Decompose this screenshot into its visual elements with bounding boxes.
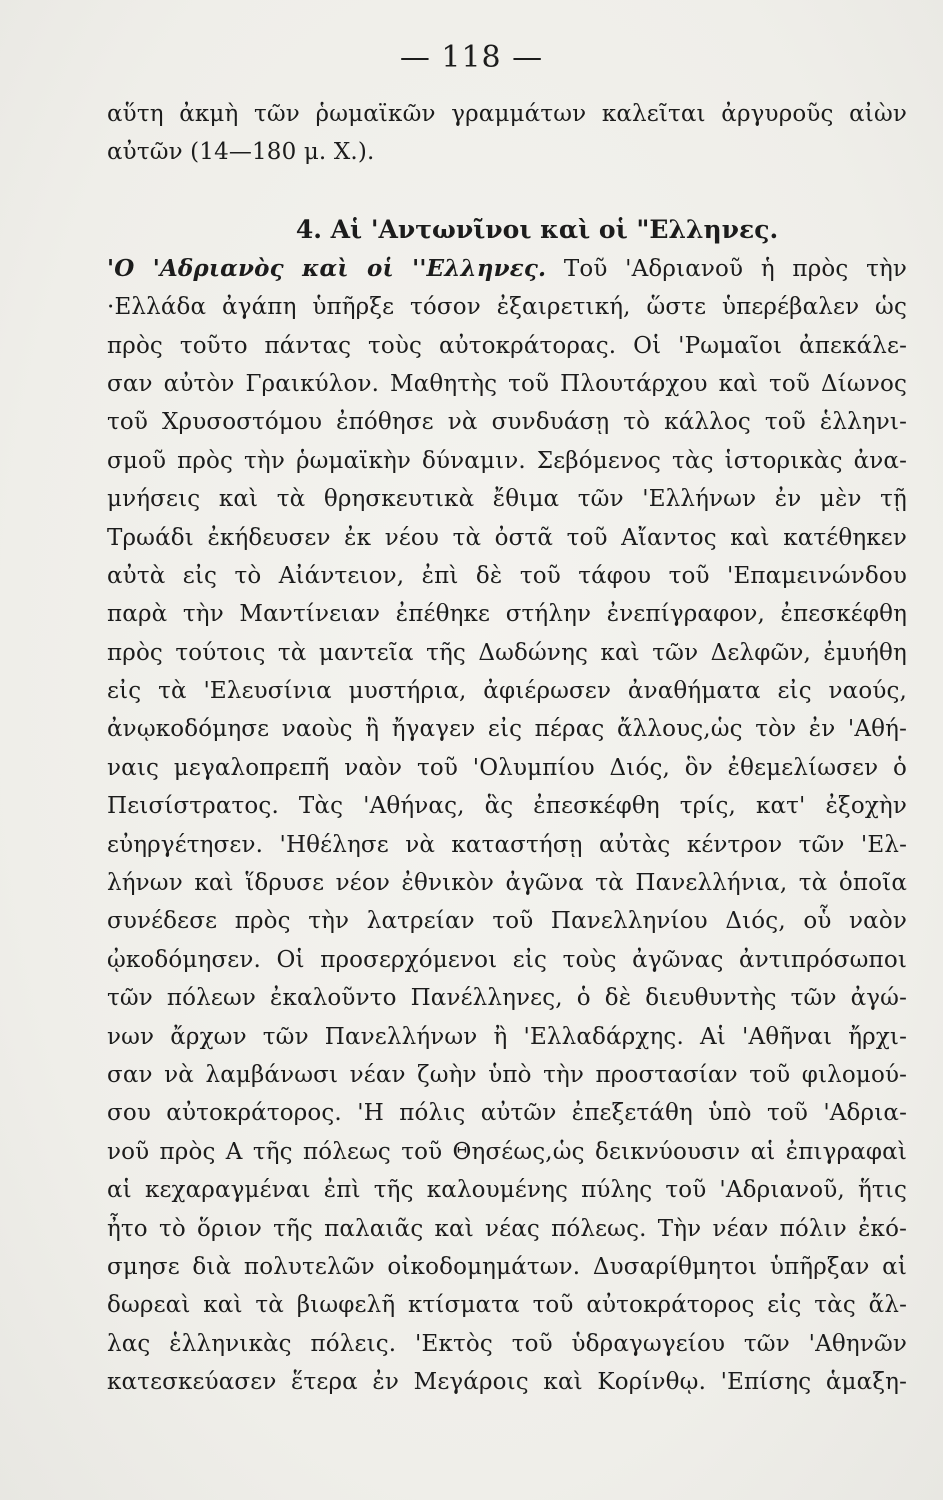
text-line: αὐτὰ εἰς τὸ Αἰάντειον, ἐπὶ δὲ τοῦ τάφου τοῦ 'Επαμεινώνδου — [107, 562, 907, 589]
text-line: αὕτη ἀκμὴ τῶν ῥωμαϊκῶν γραμμάτων καλεῖται ἀργυροῦς αἰὼν — [107, 101, 907, 127]
text-line: τοῦ Χρυσοστόμου ἐπόθησε νὰ συνδυάσῃ τὸ κάλλος τοῦ ἑλληνι- — [107, 409, 907, 436]
text-line: σαν αὐτὸν Γραικύλον. Μαθητὴς τοῦ Πλουτάρχου καὶ τοῦ Δίωνος — [107, 370, 907, 397]
text-line: τῶν πόλεων ἐκαλοῦντο Πανέλληνες, ὁ δὲ διευθυντὴς τῶν ἀγώ- — [107, 985, 907, 1012]
text-line: μνήσεις καὶ τὰ θρησκευτικὰ ἔθιμα τῶν 'Ελλήνων ἐν μὲν τῇ — [107, 486, 907, 513]
page-number: — 118 — — [399, 40, 544, 75]
text-line: εἰς τὰ 'Ελευσίνια μυστήρια, ἀφιέρωσεν ἀναθήματα εἰς ναούς, — [107, 678, 907, 705]
text-line: παρὰ τὴν Μαντίνειαν ἐπέθηκε στήλην ἐνεπίγραφον, ἐπεσκέφθη — [107, 601, 907, 628]
section-heading: 4. Αἱ 'Αντωνῖνοι καὶ οἱ "Ελληνες. — [295, 214, 779, 244]
text-line: δωρεαὶ καὶ τὰ βιωφελῆ κτίσματα τοῦ αὐτοκράτορος εἰς τὰς ἄλ- — [107, 1292, 907, 1319]
text-line: αὐτῶν (14—180 μ. Χ.). — [107, 139, 375, 166]
text-line: ἦτο τὸ ὅριον τῆς παλαιᾶς καὶ νέας πόλεως. Τὴν νέαν πόλιν ἐκό- — [107, 1215, 907, 1242]
text-line: πρὸς τοῦτο πάντας τοὺς αὐτοκράτορας. Οἱ 'Ρωμαῖοι ἀπεκάλε- — [107, 332, 907, 359]
text-line: πρὸς τούτοις τὰ μαντεῖα τῆς Δωδώνης καὶ τῶν Δελφῶν, ἐμυήθη — [107, 639, 907, 666]
text-line: νων ἄρχων τῶν Πανελλήνων ἢ 'Ελλαδάρχης. Αἱ 'Αθῆναι ἤρχι- — [107, 1023, 907, 1050]
first-line-text: Τοῦ 'Αδριανοῦ ἡ πρὸς τὴν — [563, 255, 907, 282]
text-line: Τρωάδι ἐκήδευσεν ἐκ νέου τὰ ὀστᾶ τοῦ Αἴαντος καὶ κατέθηκεν — [107, 524, 907, 551]
subheading: 'Ο 'Αδριανὸς καὶ οἱ ''Ελληνες. — [107, 254, 547, 282]
text-line: σαν νὰ λαμβάνωσι νέαν ζωὴν ὑπὸ τὴν προστασίαν τοῦ φιλομού- — [107, 1061, 907, 1088]
paragraph-first-line — [107, 250, 907, 288]
text-line: λας ἑλληνικὰς πόλεις. 'Εκτὸς τοῦ ὑδραγωγείου τῶν 'Αθηνῶν — [107, 1330, 907, 1357]
text-line: Πεισίστρατος. Τὰς 'Αθήνας, ἃς ἐπεσκέφθη τρίς, κατ' ἐξοχὴν — [107, 793, 907, 820]
text-line: σμησε διὰ πολυτελῶν οἰκοδομημάτων. Δυσαρίθμητοι ὑπῆρξαν αἱ — [107, 1253, 907, 1280]
text-line: συνέδεσε πρὸς τὴν λατρείαν τοῦ Πανελληνίου Διός, οὗ ναὸν — [107, 908, 907, 935]
text-line: ·Ελλάδα ἀγάπη ὑπῆρξε τόσον ἐξαιρετική, ὥστε ὑπερέβαλεν ὡς — [107, 294, 907, 321]
page-text — [107, 95, 907, 1402]
text-line: λήνων καὶ ἵδρυσε νέον ἐθνικὸν ἀγῶνα τὰ Πανελλήνια, τὰ ὁποῖα — [107, 870, 907, 897]
text-line: ᾠκοδόμησεν. Οἱ προσερχόμενοι εἰς τοὺς ἀγῶνας ἀντιπρόσωποι — [107, 946, 907, 973]
text-line: νοῦ πρὸς Α τῆς πόλεως τοῦ Θησέως,ὡς δεικνύουσιν αἱ ἐπιγραφαὶ — [107, 1138, 907, 1165]
spacer — [107, 172, 907, 210]
text-line: κατεσκεύασεν ἕτερα ἐν Μεγάροις καὶ Κορίνθῳ. 'Επίσης ἁμαξη- — [107, 1369, 907, 1396]
text-line: ἀνῳκοδόμησε ναοὺς ἢ ἤγαγεν εἰς πέρας ἄλλους,ὡς τὸν ἐν 'Αθή- — [107, 716, 907, 743]
text-line: σου αὐτοκράτορος. 'Η πόλις αὐτῶν ἐπεξετάθη ὑπὸ τοῦ 'Αδρια- — [107, 1100, 907, 1127]
text-line: εὐηργέτησεν. 'Ηθέλησε νὰ καταστήσῃ αὐτὰς κέντρον τῶν 'Ελ- — [107, 831, 907, 858]
text-line: αἱ κεχαραγμέναι ἐπὶ τῆς καλουμένης πύλης τοῦ 'Αδριανοῦ, ἥτις — [107, 1177, 907, 1204]
text-line: ναις μεγαλοπρεπῆ ναὸν τοῦ 'Ολυμπίου Διός, ὃν ἐθεμελίωσεν ὁ — [107, 754, 907, 781]
text-line: σμοῦ πρὸς τὴν ῥωμαϊκὴν δύναμιν. Σεβόμενος τὰς ἱστορικὰς ἀνα- — [107, 447, 907, 474]
